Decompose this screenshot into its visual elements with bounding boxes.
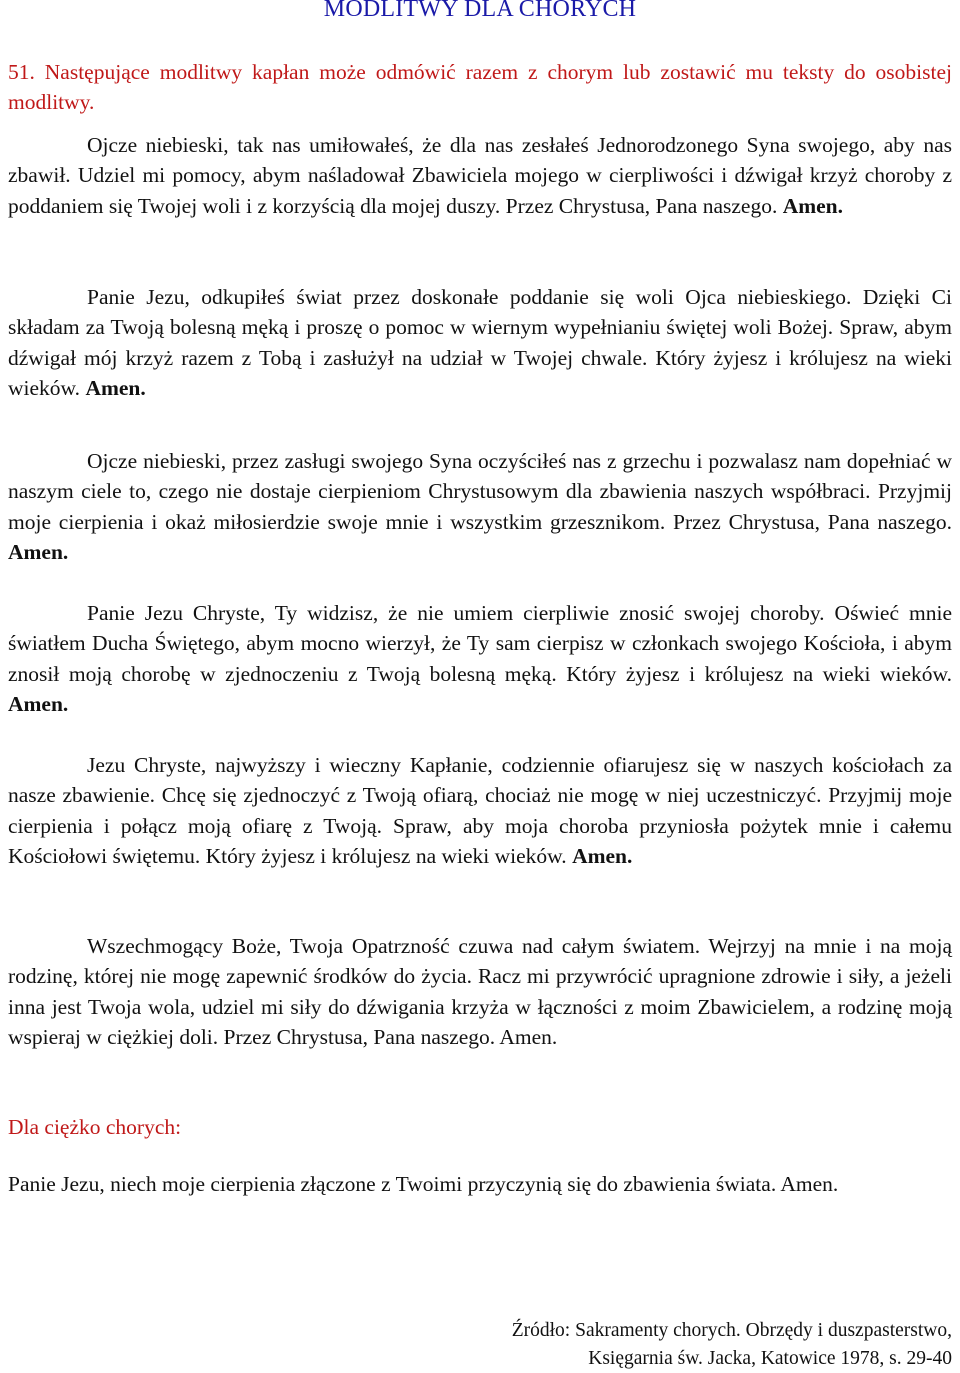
prayer-paragraph	[8, 130, 952, 221]
prayer-text: Ojcze niebieski, tak nas umiłowałeś, że dla nas zesłałeś Jednorodzonego Syna swojego, aby nas zbawił. Udziel mi pomocy, abym naśladował Zbawiciela mojego w cierpliwości i dźwigał krzyż choroby z poddaniem się Twojej woli i z korzyścią dla mojej duszy. Przez Chrystusa, Pana naszego.	[8, 133, 952, 218]
severe-prayer: Panie Jezu, niech moje cierpienia złączone z Twoimi przyczynią się do zbawienia świata. Amen.	[8, 1172, 839, 1196]
prayer-paragraph	[8, 750, 952, 871]
prayer-paragraph	[8, 598, 952, 719]
amen-text: Amen.	[572, 843, 633, 868]
prayer-text: Jezu Chryste, najwyższy i wieczny Kapłanie, codziennie ofiarujesz się w naszych kościołach za nasze zbawienie. Chcę się zjednoczyć z Twoją ofiarą, chociaż nie mogę w niej uczestniczyć. Przyjmij moje cierpienia i połącz moją ofiarę z Twoją. Spraw, aby moja choroba przyniosła pożytek mnie i całemu Kościołowi świętemu. Który żyjesz i królujesz na wieki wieków.	[8, 753, 952, 868]
prayer-text: Panie Jezu, odkupiłeś świat przez doskonałe poddanie się woli Ojca niebieskiego. Dzięki Ci składam za Twoją bolesną męką i proszę o pomoc w wiernym wypełnianiu świętej woli Bożej. Spraw, abym dźwigał mój krzyż razem z Tobą i zasłużył na udział w Twojej chwale. Który żyjesz i królujesz na wieki wieków.	[8, 285, 952, 400]
page-title: MODLITWY DLA CHORYCH	[323, 0, 637, 22]
prayer-paragraph	[8, 446, 952, 567]
amen-text: Amen.	[782, 193, 844, 218]
prayer-paragraph	[8, 931, 952, 1052]
source-line-1: Źródło: Sakramenty chorych. Obrzędy i duszpasterstwo,	[511, 1320, 952, 1341]
section-heading-severe: Dla ciężko chorych:	[8, 1115, 182, 1139]
prayer-text: Wszechmogący Boże, Twoja Opatrzność czuwa nad całym światem. Wejrzyj na mnie i na moją rodzinę, której nie mogę zapewnić środków do życia. Racz mi przywrócić upragnione zdrowie i siły, a jeżeli inna jest Twoja wola, udziel mi siły do dźwigania krzyża w łączności z moim Zbawicielem, a rodzinę moją wspieraj w ciężkiej doli. Przez Chrystusa, Pana naszego. Amen.	[8, 934, 952, 1049]
rubric-intro: 51. Następujące modlitwy kapłan może odmówić razem z chorym lub zostawić mu teksty do osobistej modlitwy.	[8, 60, 952, 114]
prayer-text: Ojcze niebieski, przez zasługi swojego Syna oczyściłeś nas z grzechu i pozwalasz nam dopełniać w naszym ciele to, czego nie dostaje cierpieniom Chrystusowym dla zbawienia naszych współbraci. Przyjmij moje cierpienia i okaż miłosierdzie swoje mnie i wszystkim grzesznikom. Przez Chrystusa, Pana naszego.	[8, 449, 952, 534]
prayer-text: Panie Jezu Chryste, Ty widzisz, że nie umiem cierpliwie znosić swojej choroby. Oświeć mnie światłem Ducha Świętego, abym mocno wierzył, że Ty sam cierpisz w członkach swojego Kościoła, i abym znosił moją chorobę w zjednoczeniu z Twoją bolesną męką. Który żyjesz i królujesz na wieki wieków.	[8, 601, 952, 686]
source-citation	[512, 1317, 952, 1373]
source-line-2: Księgarnia św. Jacka, Katowice 1978, s. 29-40	[588, 1348, 952, 1369]
amen-text: Amen.	[85, 375, 146, 400]
amen-text: Amen.	[8, 539, 69, 564]
amen-text: Amen.	[8, 691, 69, 716]
prayer-paragraph	[8, 282, 952, 403]
